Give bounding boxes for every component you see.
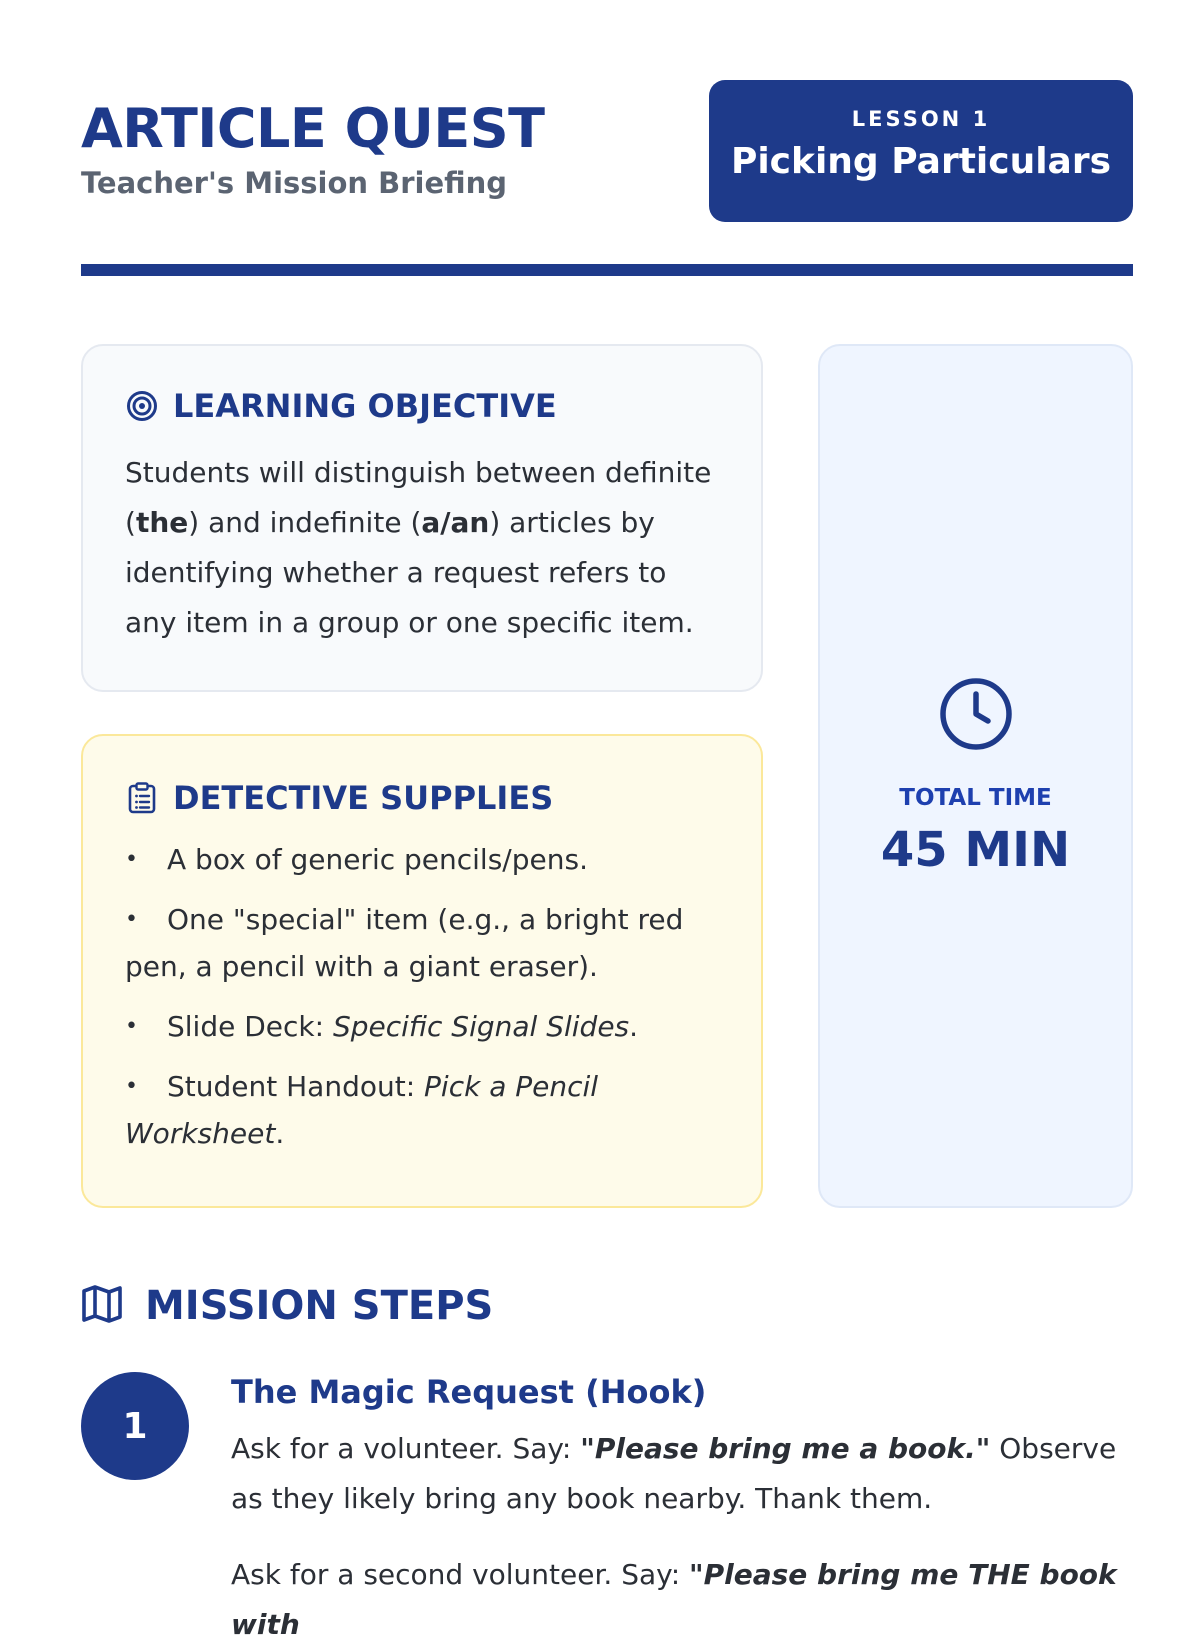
header bbox=[81, 80, 1133, 220]
learning-objective-title: LEARNING OBJECTIVE bbox=[173, 387, 557, 425]
detective-supplies-card bbox=[81, 734, 763, 1208]
bullet: • bbox=[125, 1014, 138, 1039]
clock-icon-wrap bbox=[820, 676, 1131, 756]
objective-text-part: ) articles by identifying whether a request refers to any item in a group or one specific item. bbox=[125, 506, 694, 639]
detective-supplies-heading bbox=[125, 778, 721, 818]
lesson-name: Picking Particulars bbox=[730, 141, 1112, 182]
objective-text-part: ) and indefinite ( bbox=[188, 506, 422, 539]
step-text: Ask for a second volunteer. Say: bbox=[231, 1558, 690, 1591]
page-title: ARTICLE QUEST bbox=[81, 97, 545, 160]
target-icon bbox=[125, 389, 159, 423]
supplies-list bbox=[125, 836, 721, 1157]
supply-text: Student Handout: bbox=[167, 1070, 425, 1103]
clock-icon bbox=[938, 676, 1014, 756]
map-icon bbox=[81, 1284, 123, 1328]
step-paragraph bbox=[231, 1424, 1133, 1524]
list-item bbox=[125, 1063, 721, 1157]
supply-text: One "special" item (e.g., a bright red pen, a pencil with a giant eraser). bbox=[125, 903, 684, 983]
detective-supplies-title: DETECTIVE SUPPLIES bbox=[173, 779, 554, 817]
supply-italic: Pick a Pencil Worksheet bbox=[125, 1070, 599, 1150]
supply-italic: Specific Signal Slides bbox=[332, 1010, 630, 1043]
definite-article-term: the bbox=[135, 506, 189, 539]
total-time-card bbox=[818, 344, 1133, 1208]
learning-objective-text bbox=[125, 448, 721, 648]
step-text: Ask for a volunteer. Say: bbox=[231, 1432, 581, 1465]
objective-text-part: Students will distinguish between definite ( bbox=[125, 456, 712, 539]
header-divider bbox=[81, 264, 1133, 276]
lesson-number: LESSON 1 bbox=[851, 107, 991, 131]
list-item bbox=[125, 1003, 721, 1050]
step-title: The Magic Request (Hook) bbox=[231, 1373, 707, 1411]
mission-steps-title: MISSION STEPS bbox=[145, 1283, 494, 1329]
indefinite-article-term: a/an bbox=[421, 506, 490, 539]
clipboard-icon bbox=[125, 781, 159, 815]
lesson-badge bbox=[709, 80, 1133, 222]
step-text: Observe as they likely bring any book nearby. Thank them. bbox=[231, 1432, 1117, 1515]
list-item bbox=[125, 836, 721, 883]
bullet: • bbox=[125, 907, 138, 932]
step-paragraph bbox=[231, 1550, 1133, 1650]
learning-objective-card bbox=[81, 344, 763, 692]
total-time-label: TOTAL TIME bbox=[899, 785, 1052, 811]
step-quote: "Please bring me THE book with bbox=[231, 1558, 1117, 1641]
mission-steps-heading bbox=[81, 1282, 493, 1330]
supply-text: Slide Deck: bbox=[167, 1010, 333, 1043]
supply-suffix: . bbox=[629, 1010, 639, 1043]
supply-suffix: . bbox=[275, 1117, 285, 1150]
page-subtitle: Teacher's Mission Briefing bbox=[81, 166, 508, 200]
bullet: • bbox=[125, 847, 138, 872]
total-time-value: 45 MIN bbox=[880, 822, 1071, 878]
learning-objective-heading bbox=[125, 386, 721, 426]
bullet: • bbox=[125, 1074, 138, 1099]
supply-text: A box of generic pencils/pens. bbox=[167, 843, 588, 876]
step-number-badge: 1 bbox=[81, 1372, 189, 1480]
step-quote: "Please bring me a book." bbox=[580, 1432, 991, 1465]
list-item bbox=[125, 896, 721, 990]
step-body bbox=[231, 1372, 1133, 1650]
